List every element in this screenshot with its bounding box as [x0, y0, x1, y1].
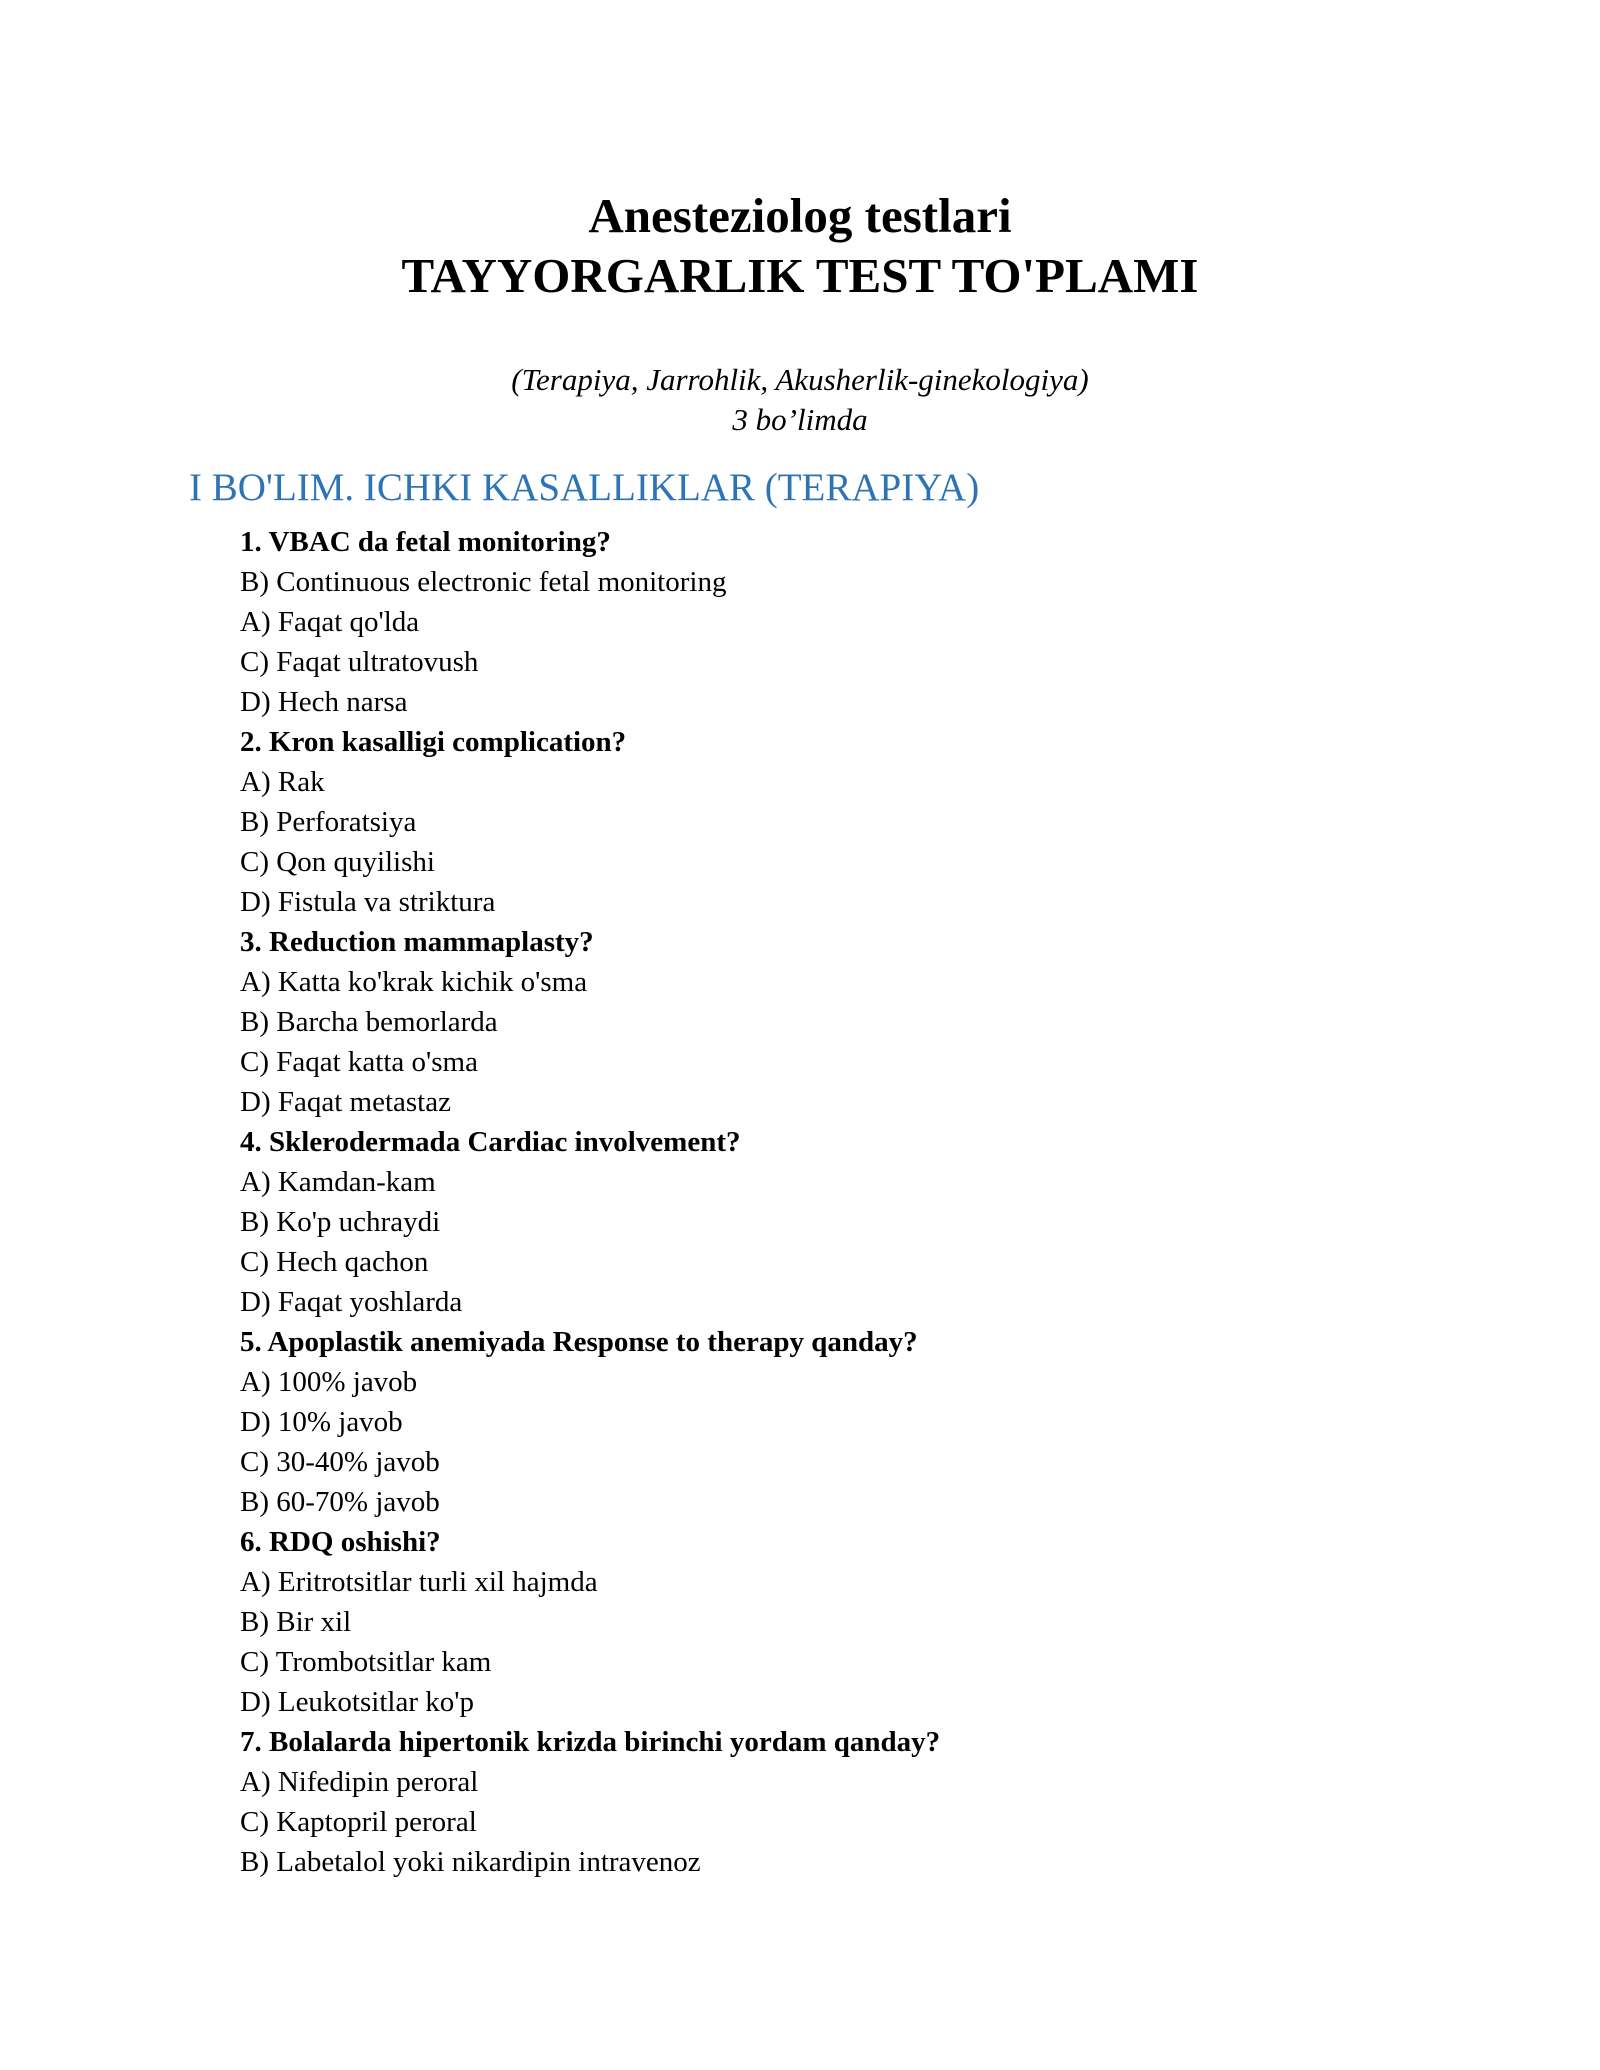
document-title-secondary: TAYYORGARLIK TEST TO'PLAMI [401, 248, 1199, 303]
question-item [240, 1722, 1440, 1882]
answer-option: B) Labetalol yoki nikardipin intravenoz [240, 1846, 701, 1878]
answer-option: A) 100% javob [240, 1366, 418, 1398]
answer-option: C) 30-40% javob [240, 1446, 440, 1478]
title-block [0, 186, 1600, 306]
answer-option: D) Hech narsa [240, 686, 408, 718]
answer-option: A) Nifedipin peroral [240, 1766, 479, 1798]
answer-option: C) Kaptopril peroral [240, 1806, 477, 1838]
answer-option: C) Faqat katta o'sma [240, 1046, 478, 1078]
subtitle-parts: 3 bo’limda [732, 402, 868, 437]
question-item [240, 922, 1440, 1122]
question-item [240, 722, 1440, 922]
answer-option: B) Bir xil [240, 1606, 352, 1638]
question-text: 4. Sklerodermada Cardiac involvement? [240, 1126, 741, 1158]
answer-option: D) Leukotsitlar ko'p [240, 1686, 474, 1718]
question-text: 6. RDQ oshishi? [240, 1526, 441, 1558]
answer-option: D) 10% javob [240, 1406, 403, 1438]
answer-option: A) Rak [240, 766, 325, 798]
subtitle-block [0, 360, 1600, 440]
answer-option: C) Hech qachon [240, 1246, 429, 1278]
document-title: Anesteziolog testlari [588, 188, 1012, 243]
question-list [240, 522, 1440, 1882]
section-heading: I BO'LIM. ICHKI KASALLIKLAR (TERAPIYA) [189, 466, 980, 509]
question-text: 5. Apoplastik anemiyada Response to therapy qanday? [240, 1326, 918, 1358]
answer-option: C) Trombotsitlar kam [240, 1646, 492, 1678]
answer-option: D) Faqat metastaz [240, 1086, 451, 1118]
answer-option: A) Kamdan-kam [240, 1166, 436, 1198]
answer-option: A) Eritrotsitlar turli xil hajmda [240, 1566, 598, 1598]
answer-option: C) Faqat ultratovush [240, 646, 479, 678]
answer-option: B) Ko'p uchraydi [240, 1206, 441, 1238]
question-item [240, 1522, 1440, 1722]
question-text: 7. Bolalarda hipertonik krizda birinchi yordam qanday? [240, 1726, 941, 1758]
answer-option: C) Qon quyilishi [240, 846, 435, 878]
question-item [240, 1322, 1440, 1522]
question-text: 3. Reduction mammaplasty? [240, 926, 594, 958]
answer-option: B) 60-70% javob [240, 1486, 440, 1518]
question-text: 2. Kron kasalligi complication? [240, 726, 627, 758]
answer-option: B) Continuous electronic fetal monitoring [240, 566, 727, 598]
subtitle-scope: (Terapiya, Jarrohlik, Akusherlik-ginekologiya) [511, 362, 1089, 397]
answer-option: D) Fistula va striktura [240, 886, 496, 918]
question-item [240, 522, 1440, 722]
question-item [240, 1122, 1440, 1322]
question-text: 1. VBAC da fetal monitoring? [240, 526, 611, 558]
answer-option: A) Katta ko'krak kichik o'sma [240, 966, 588, 998]
answer-option: B) Barcha bemorlarda [240, 1006, 498, 1038]
answer-option: D) Faqat yoshlarda [240, 1286, 463, 1318]
answer-option: B) Perforatsiya [240, 806, 417, 838]
answer-option: A) Faqat qo'lda [240, 606, 420, 638]
